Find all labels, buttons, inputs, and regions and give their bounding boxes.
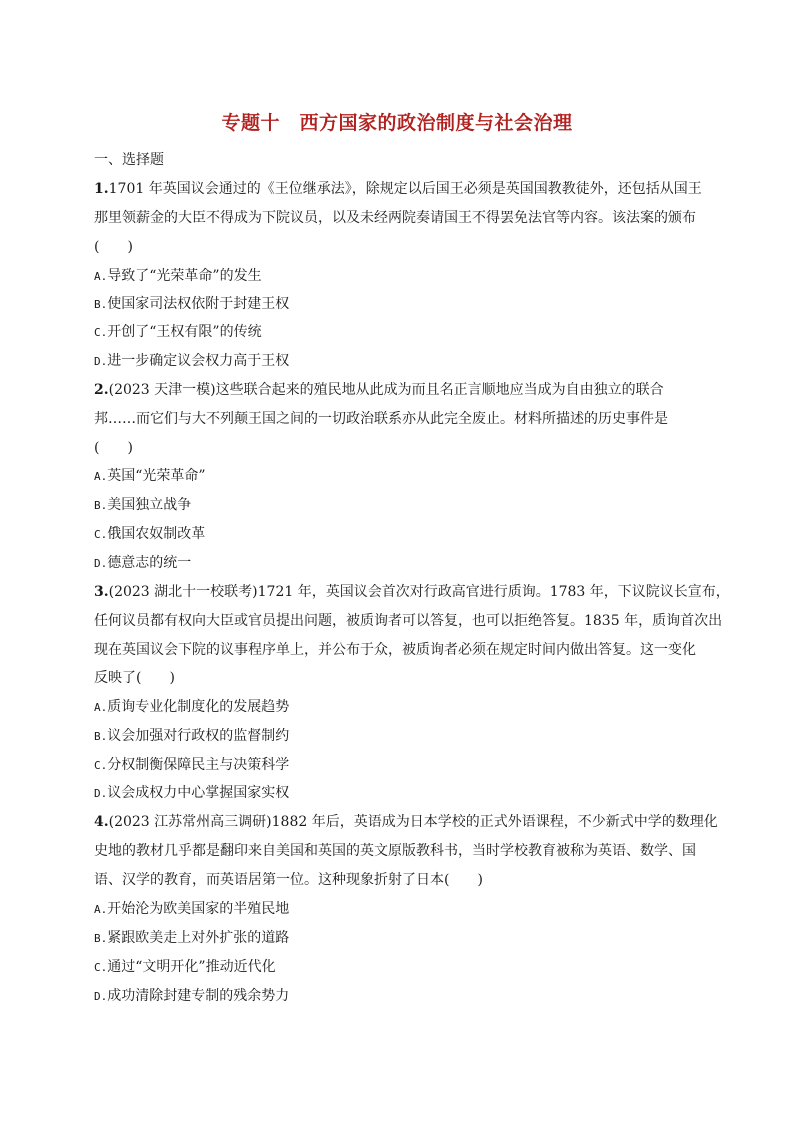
option-text: 议会成权力中心掌握国家实权: [107, 785, 290, 801]
question-4-line-3: 语、汉学的教育，而英语居第一位。这种现象折射了日本( ): [94, 872, 483, 888]
question-4-option-a[interactable]: [94, 899, 714, 920]
question-number: 1.: [94, 181, 109, 197]
question-2-line-1: [94, 380, 714, 400]
question-2-option-d[interactable]: [94, 553, 714, 574]
question-text: (2023 江苏常州高三调研)1882 年后，英语成为日本学校的正式外语课程，不少新式中学的数理化: [108, 814, 718, 830]
question-3-option-d[interactable]: [94, 783, 714, 804]
option-text: 开创了“王权有限”的传统: [107, 324, 262, 340]
question-3-line-2: 任何议员都有权向大臣或官员提出问题，被质询者可以答复，也可以拒绝答复。1835 年，质询首次出: [94, 613, 723, 629]
option-text: 分权制衡保障民主与决策科学: [107, 757, 290, 773]
question-1-line-3: ( ): [94, 239, 133, 255]
question-number: 4.: [94, 814, 109, 830]
question-1-option-c[interactable]: [94, 322, 714, 343]
option-text: 导致了“光荣革命”的发生: [107, 268, 262, 284]
question-3-line-3: 现在英国议会下院的议事程序单上，并公布于众，被质询者必须在规定时间内做出答复。这一变化: [94, 642, 696, 658]
option-letter: C.: [94, 528, 108, 541]
option-text: 英国“光荣革命”: [107, 468, 206, 484]
option-letter: B.: [94, 730, 108, 743]
question-1-option-a[interactable]: [94, 266, 714, 287]
question-text: (2023 天津一模)这些联合起来的殖民地从此成为而且名正言顺地应当成为自由独立的联合: [108, 382, 664, 398]
option-text: 通过“文明开化”推动近代化: [107, 959, 276, 975]
question-4-option-d[interactable]: [94, 986, 714, 1007]
question-text: 1701 年英国议会通过的《王位继承法》，除规定以后国王必须是英国国教教徒外，还包括从国王: [108, 181, 702, 197]
option-letter: D.: [94, 990, 108, 1003]
option-text: 美国独立战争: [107, 497, 192, 513]
option-letter: D.: [94, 355, 108, 368]
question-2-line-2: 邦……而它们与大不列颠王国之间的一切政治联系亦从此完全废止。材料所描述的历史事件是: [94, 411, 668, 427]
option-text: 使国家司法权依附于封建王权: [107, 296, 290, 312]
question-3-option-b[interactable]: [94, 726, 714, 747]
question-4-option-b[interactable]: [94, 928, 714, 949]
question-1-option-b[interactable]: [94, 294, 714, 315]
option-letter: D.: [94, 787, 108, 800]
section-heading: 一、选择题: [94, 152, 164, 168]
option-letter: B.: [94, 499, 108, 512]
option-letter: C.: [94, 961, 108, 974]
option-letter: A.: [94, 270, 108, 283]
question-3-option-a[interactable]: [94, 697, 714, 718]
question-number: 3.: [94, 584, 109, 600]
option-text: 德意志的统一: [107, 555, 192, 571]
question-3-option-c[interactable]: [94, 755, 714, 776]
option-text: 俄国农奴制改革: [107, 526, 206, 542]
question-2-line-3: ( ): [94, 440, 133, 456]
option-text: 紧跟欧美走上对外扩张的道路: [107, 930, 290, 946]
question-4-line-2: 史地的教材几乎都是翻印来自美国和英国的英文原版教科书，当时学校教育被称为英语、数学、国: [94, 843, 696, 859]
option-text: 成功清除封建专制的残余势力: [107, 988, 290, 1004]
question-2-option-a[interactable]: [94, 466, 714, 487]
option-text: 质询专业化制度化的发展趋势: [107, 699, 290, 715]
option-letter: C.: [94, 326, 108, 339]
option-letter: D.: [94, 557, 108, 570]
option-letter: B.: [94, 932, 108, 945]
option-text: 开始沦为欧美国家的半殖民地: [107, 901, 290, 917]
question-3-line-1: [94, 582, 730, 602]
question-1-line-2: 那里领薪金的大臣不得成为下院议员，以及未经两院奏请国王不得罢免法官等内容。该法案的颁布: [94, 210, 696, 226]
option-letter: A.: [94, 470, 108, 483]
question-1-line-1: [94, 179, 714, 199]
option-text: 议会加强对行政权的监督制约: [107, 728, 290, 744]
option-letter: A.: [94, 903, 108, 916]
option-letter: C.: [94, 759, 108, 772]
option-letter: B.: [94, 298, 108, 311]
option-letter: A.: [94, 701, 108, 714]
question-4-option-c[interactable]: [94, 957, 714, 978]
question-3-line-4: 反映了( ): [94, 670, 175, 686]
question-1-option-d[interactable]: [94, 351, 714, 372]
question-2-option-c[interactable]: [94, 524, 714, 545]
question-4-line-1: [94, 812, 718, 832]
page-title: 专题十 西方国家的政治制度与社会治理: [221, 112, 573, 134]
option-text: 进一步确定议会权力高于王权: [107, 353, 290, 369]
question-number: 2.: [94, 382, 109, 398]
question-text: (2023 湖北十一校联考)1721 年，英国议会首次对行政高官进行质询。1783 年，下议院议长宣布，: [108, 584, 730, 600]
question-2-option-b[interactable]: [94, 495, 714, 516]
